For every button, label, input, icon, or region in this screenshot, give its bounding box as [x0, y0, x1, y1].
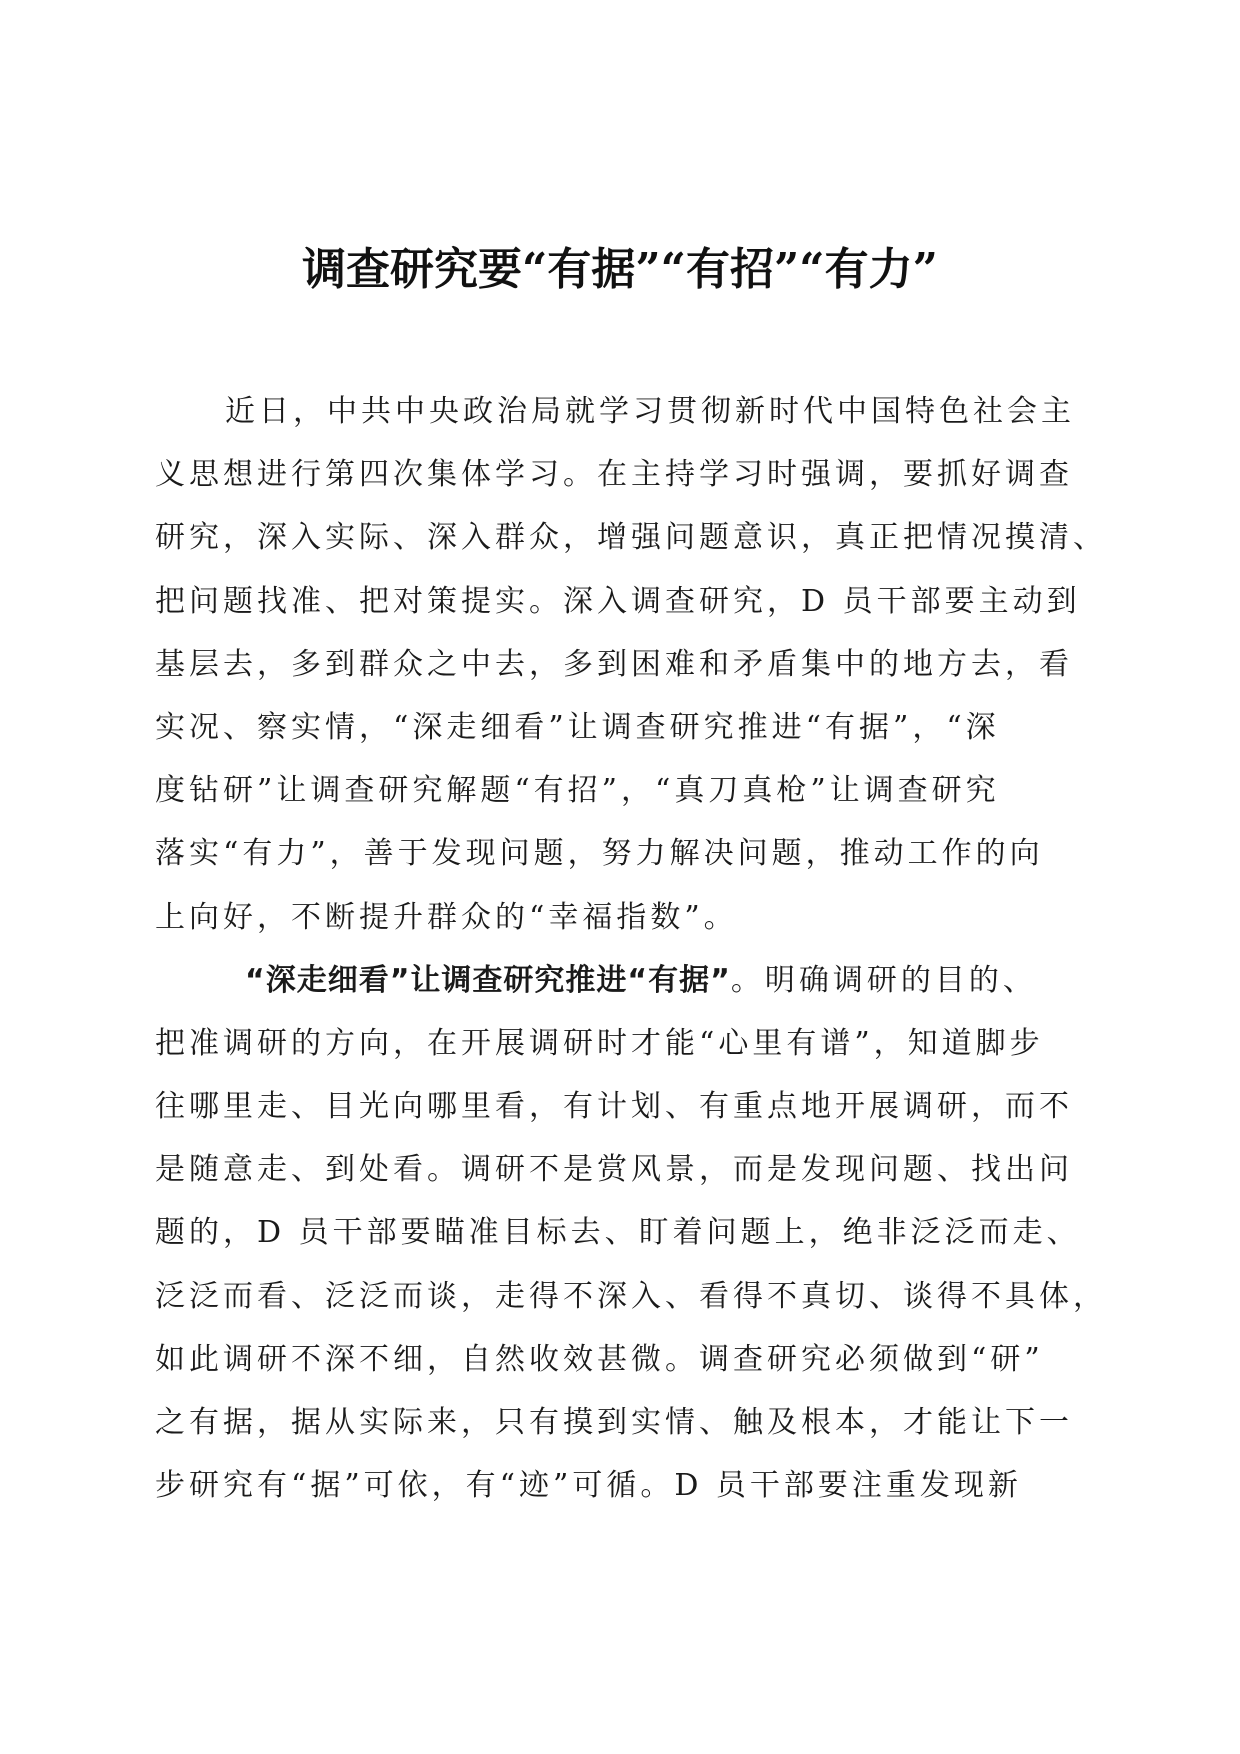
- text-line: 上向好，不断提升群众的“幸福指数”。: [155, 899, 738, 935]
- text-line: 近日，中共中央政治局就学习贯彻新时代中国特色社会主: [225, 394, 1075, 429]
- text-line: 往哪里走、目光向哪里看，有计划、有重点地开展调研，而不: [155, 1089, 1073, 1125]
- document-body: [155, 380, 1107, 1517]
- text-line: 是随意走、到处看。调研不是赏风景，而是发现问题、找出问: [155, 1152, 1073, 1188]
- paragraph-2-first-line: [155, 949, 1100, 1012]
- text-line: 基层去，多到群众之中去，多到困难和矛盾集中的地方去，看: [155, 646, 1073, 682]
- text-line: 泛泛而看、泛泛而谈，走得不深入、看得不真切、谈得不具体，: [155, 1278, 1107, 1314]
- text-line: 研究，深入实际、深入群众，增强问题意识，真正把情况摸清、: [155, 520, 1107, 556]
- paragraph-2: [155, 949, 1107, 1518]
- text-fragment: 。明确调研的目的、: [730, 962, 1037, 998]
- text-line: 把问题找准、把对策提实。深入调查研究，D 员干部要主动到: [155, 583, 1081, 619]
- text-line: 把准调研的方向，在开展调研时才能“心里有谱”，知道脚步: [155, 1025, 1044, 1061]
- text-line: 落实“有力”，善于发现问题，努力解决问题，推动工作的向: [155, 836, 1044, 872]
- paragraph-1: [155, 380, 1107, 949]
- text-line: 义思想进行第四次集体学习。在主持学习时强调，要抓好调查: [155, 457, 1073, 493]
- text-line: 度钻研”让调查研究解题“有招”，“真刀真枪”让调查研究: [155, 773, 1000, 809]
- text-line: 如此调研不深不细，自然收效甚微。调查研究必须做到“研”: [155, 1341, 1044, 1377]
- text-line: 步研究有“据”可依，有“迹”可循。D 员干部要注重发现新: [155, 1468, 1022, 1504]
- text-line: 实况、察实情，“深走细看”让调查研究推进“有据”，“深: [155, 709, 1000, 745]
- text-line: 题的，D 员干部要瞄准目标去、盯着问题上，绝非泛泛而走、: [155, 1215, 1081, 1251]
- section-subheading: “深走细看”让调查研究推进“有据”: [245, 962, 731, 998]
- text-line: 之有据，据从实际来，只有摸到实情、触及根本，才能让下一: [155, 1405, 1073, 1440]
- document-title: 调查研究要“有据”“有招”“有力”: [302, 244, 938, 295]
